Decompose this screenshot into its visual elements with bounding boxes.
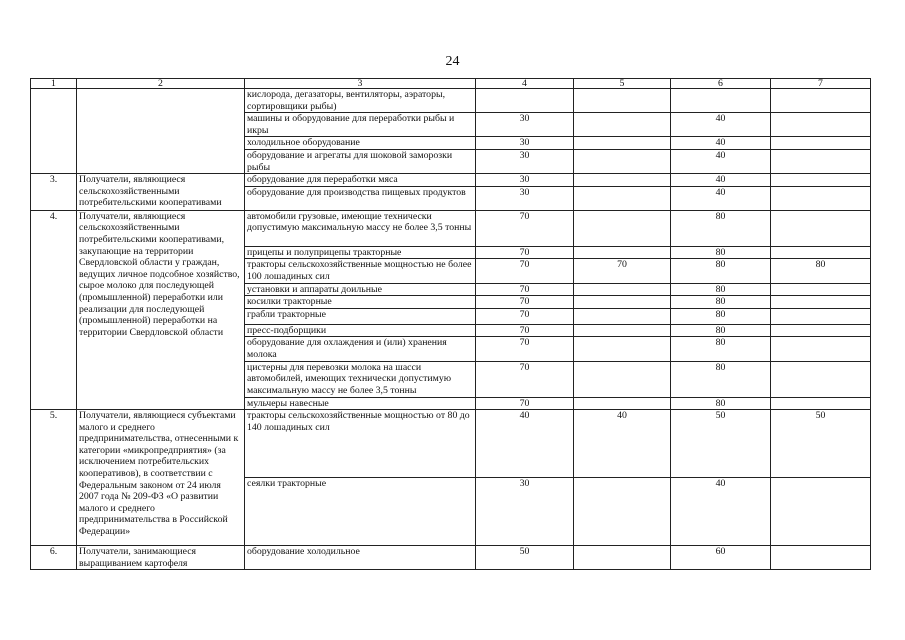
equipment-subsidy-table [30,78,871,570]
value-col4: 50 [476,546,574,570]
value-col6: 40 [671,149,771,173]
value-col6: 40 [671,174,771,187]
value-col7 [771,89,871,113]
value-col5 [574,210,671,246]
equipment-type: мульчеры навесные [245,397,476,410]
value-col5 [574,246,671,259]
value-col7 [771,113,871,137]
equipment-type: оборудование и агрегаты для шоковой заморозки рыбы [245,149,476,173]
column-number: 6 [671,79,771,89]
value-col4: 70 [476,246,574,259]
value-col6: 80 [671,246,771,259]
value-col4: 30 [476,149,574,173]
column-number: 2 [77,79,245,89]
value-col7 [771,361,871,397]
value-col5: 70 [574,259,671,283]
value-col5 [574,478,671,546]
value-col7 [771,149,871,173]
equipment-type: установки и аппараты доильные [245,283,476,296]
value-col6: 40 [671,186,771,210]
value-col7 [771,283,871,296]
value-col6: 40 [671,113,771,137]
value-col6: 80 [671,308,771,324]
row-index: 4. [31,210,77,409]
value-col6: 80 [671,324,771,337]
equipment-type: косилки тракторные [245,296,476,309]
value-col6 [671,89,771,113]
equipment-type: оборудование холодильное [245,546,476,570]
value-col5 [574,296,671,309]
value-col4: 70 [476,210,574,246]
value-col7 [771,324,871,337]
value-col7 [771,210,871,246]
value-col5 [574,174,671,187]
equipment-type: оборудование для переработки мяса [245,174,476,187]
value-col7 [771,296,871,309]
value-col7 [771,246,871,259]
column-number: 1 [31,79,77,89]
column-number-row [31,79,871,89]
value-col5 [574,361,671,397]
value-col6: 60 [671,546,771,570]
value-col7 [771,337,871,361]
row-index: 5. [31,410,77,546]
equipment-type: холодильное оборудование [245,137,476,150]
equipment-type: пресс-подборщики [245,324,476,337]
table-row [31,174,871,187]
value-col5 [574,283,671,296]
recipient-category [77,89,245,174]
equipment-type: грабли тракторные [245,308,476,324]
table-row [31,410,871,478]
recipient-category: Получатели, занимающиеся выращиванием картофеля [77,546,245,570]
value-col4: 30 [476,137,574,150]
value-col7 [771,397,871,410]
equipment-type: цистерны для перевозки молока на шасси автомобилей, имеющих технически допустимую максимальную массу не более 3,5 тонны [245,361,476,397]
equipment-type: сеялки тракторные [245,478,476,546]
value-col7: 50 [771,410,871,478]
equipment-type: оборудование для охлаждения и (или) хранения молока [245,337,476,361]
value-col7 [771,308,871,324]
value-col5 [574,397,671,410]
value-col6: 40 [671,478,771,546]
value-col4: 30 [476,478,574,546]
column-number: 7 [771,79,871,89]
recipient-category: Получатели, являющиеся сельскохозяйственными потребительскими кооперативами [77,174,245,211]
equipment-type: кислорода, дегазаторы, вентиляторы, аэраторы, сортировщики рыбы) [245,89,476,113]
value-col6: 40 [671,137,771,150]
column-number: 5 [574,79,671,89]
value-col4: 30 [476,174,574,187]
value-col6: 80 [671,210,771,246]
value-col7: 80 [771,259,871,283]
value-col4: 70 [476,283,574,296]
value-col6: 80 [671,361,771,397]
value-col4: 70 [476,397,574,410]
recipient-category: Получатели, являющиеся субъектами малого и среднего предпринимательства, отнесенными к категории «микропредприятия» (за исключением потребительских кооперативов), в соответствии с Федеральным законом от 24 июля 2007 года № 209-ФЗ «О развитии малого и среднего предпринимательства в Российской Федерации» [77,410,245,546]
value-col5 [574,337,671,361]
value-col4: 70 [476,361,574,397]
value-col5 [574,149,671,173]
equipment-type: оборудование для производства пищевых продуктов [245,186,476,210]
recipient-category: Получатели, являющиеся сельскохозяйственными потребительскими кооперативами, закупающие на территории Свердловской области у граждан, ведущих личное подсобное хозяйство, сырое молоко для последующей (промышленной) переработки или реализации для последующей (промышленной) переработки на территории Свердловской области [77,210,245,409]
value-col4: 40 [476,410,574,478]
value-col6: 80 [671,259,771,283]
equipment-type: тракторы сельскохозяйственные мощностью от 80 до 140 лошадиных сил [245,410,476,478]
value-col6: 80 [671,397,771,410]
value-col5 [574,137,671,150]
table-row [31,546,871,570]
value-col5 [574,186,671,210]
value-col5 [574,113,671,137]
value-col5 [574,89,671,113]
value-col4: 30 [476,113,574,137]
value-col6: 80 [671,337,771,361]
value-col6: 80 [671,283,771,296]
row-index: 3. [31,174,77,211]
table-row [31,210,871,246]
value-col7 [771,186,871,210]
value-col4: 30 [476,186,574,210]
value-col6: 50 [671,410,771,478]
value-col4: 70 [476,259,574,283]
value-col7 [771,546,871,570]
value-col4: 70 [476,296,574,309]
row-index: 6. [31,546,77,570]
column-number: 3 [245,79,476,89]
equipment-type: прицепы и полуприцепы тракторные [245,246,476,259]
row-index [31,89,77,174]
value-col5 [574,324,671,337]
equipment-type: машины и оборудование для переработки рыбы и икры [245,113,476,137]
equipment-type: автомобили грузовые, имеющие технически допустимую максимальную массу не более 3,5 тонны [245,210,476,246]
equipment-type: тракторы сельскохозяйственные мощностью не более 100 лошадиных сил [245,259,476,283]
value-col7 [771,174,871,187]
value-col5 [574,546,671,570]
value-col4: 70 [476,324,574,337]
value-col7 [771,137,871,150]
table-row [31,89,871,113]
value-col4: 70 [476,337,574,361]
value-col6: 80 [671,296,771,309]
page-number: 24 [445,54,460,69]
value-col4 [476,89,574,113]
column-number: 4 [476,79,574,89]
value-col5 [574,308,671,324]
value-col7 [771,478,871,546]
value-col4: 70 [476,308,574,324]
value-col5: 40 [574,410,671,478]
